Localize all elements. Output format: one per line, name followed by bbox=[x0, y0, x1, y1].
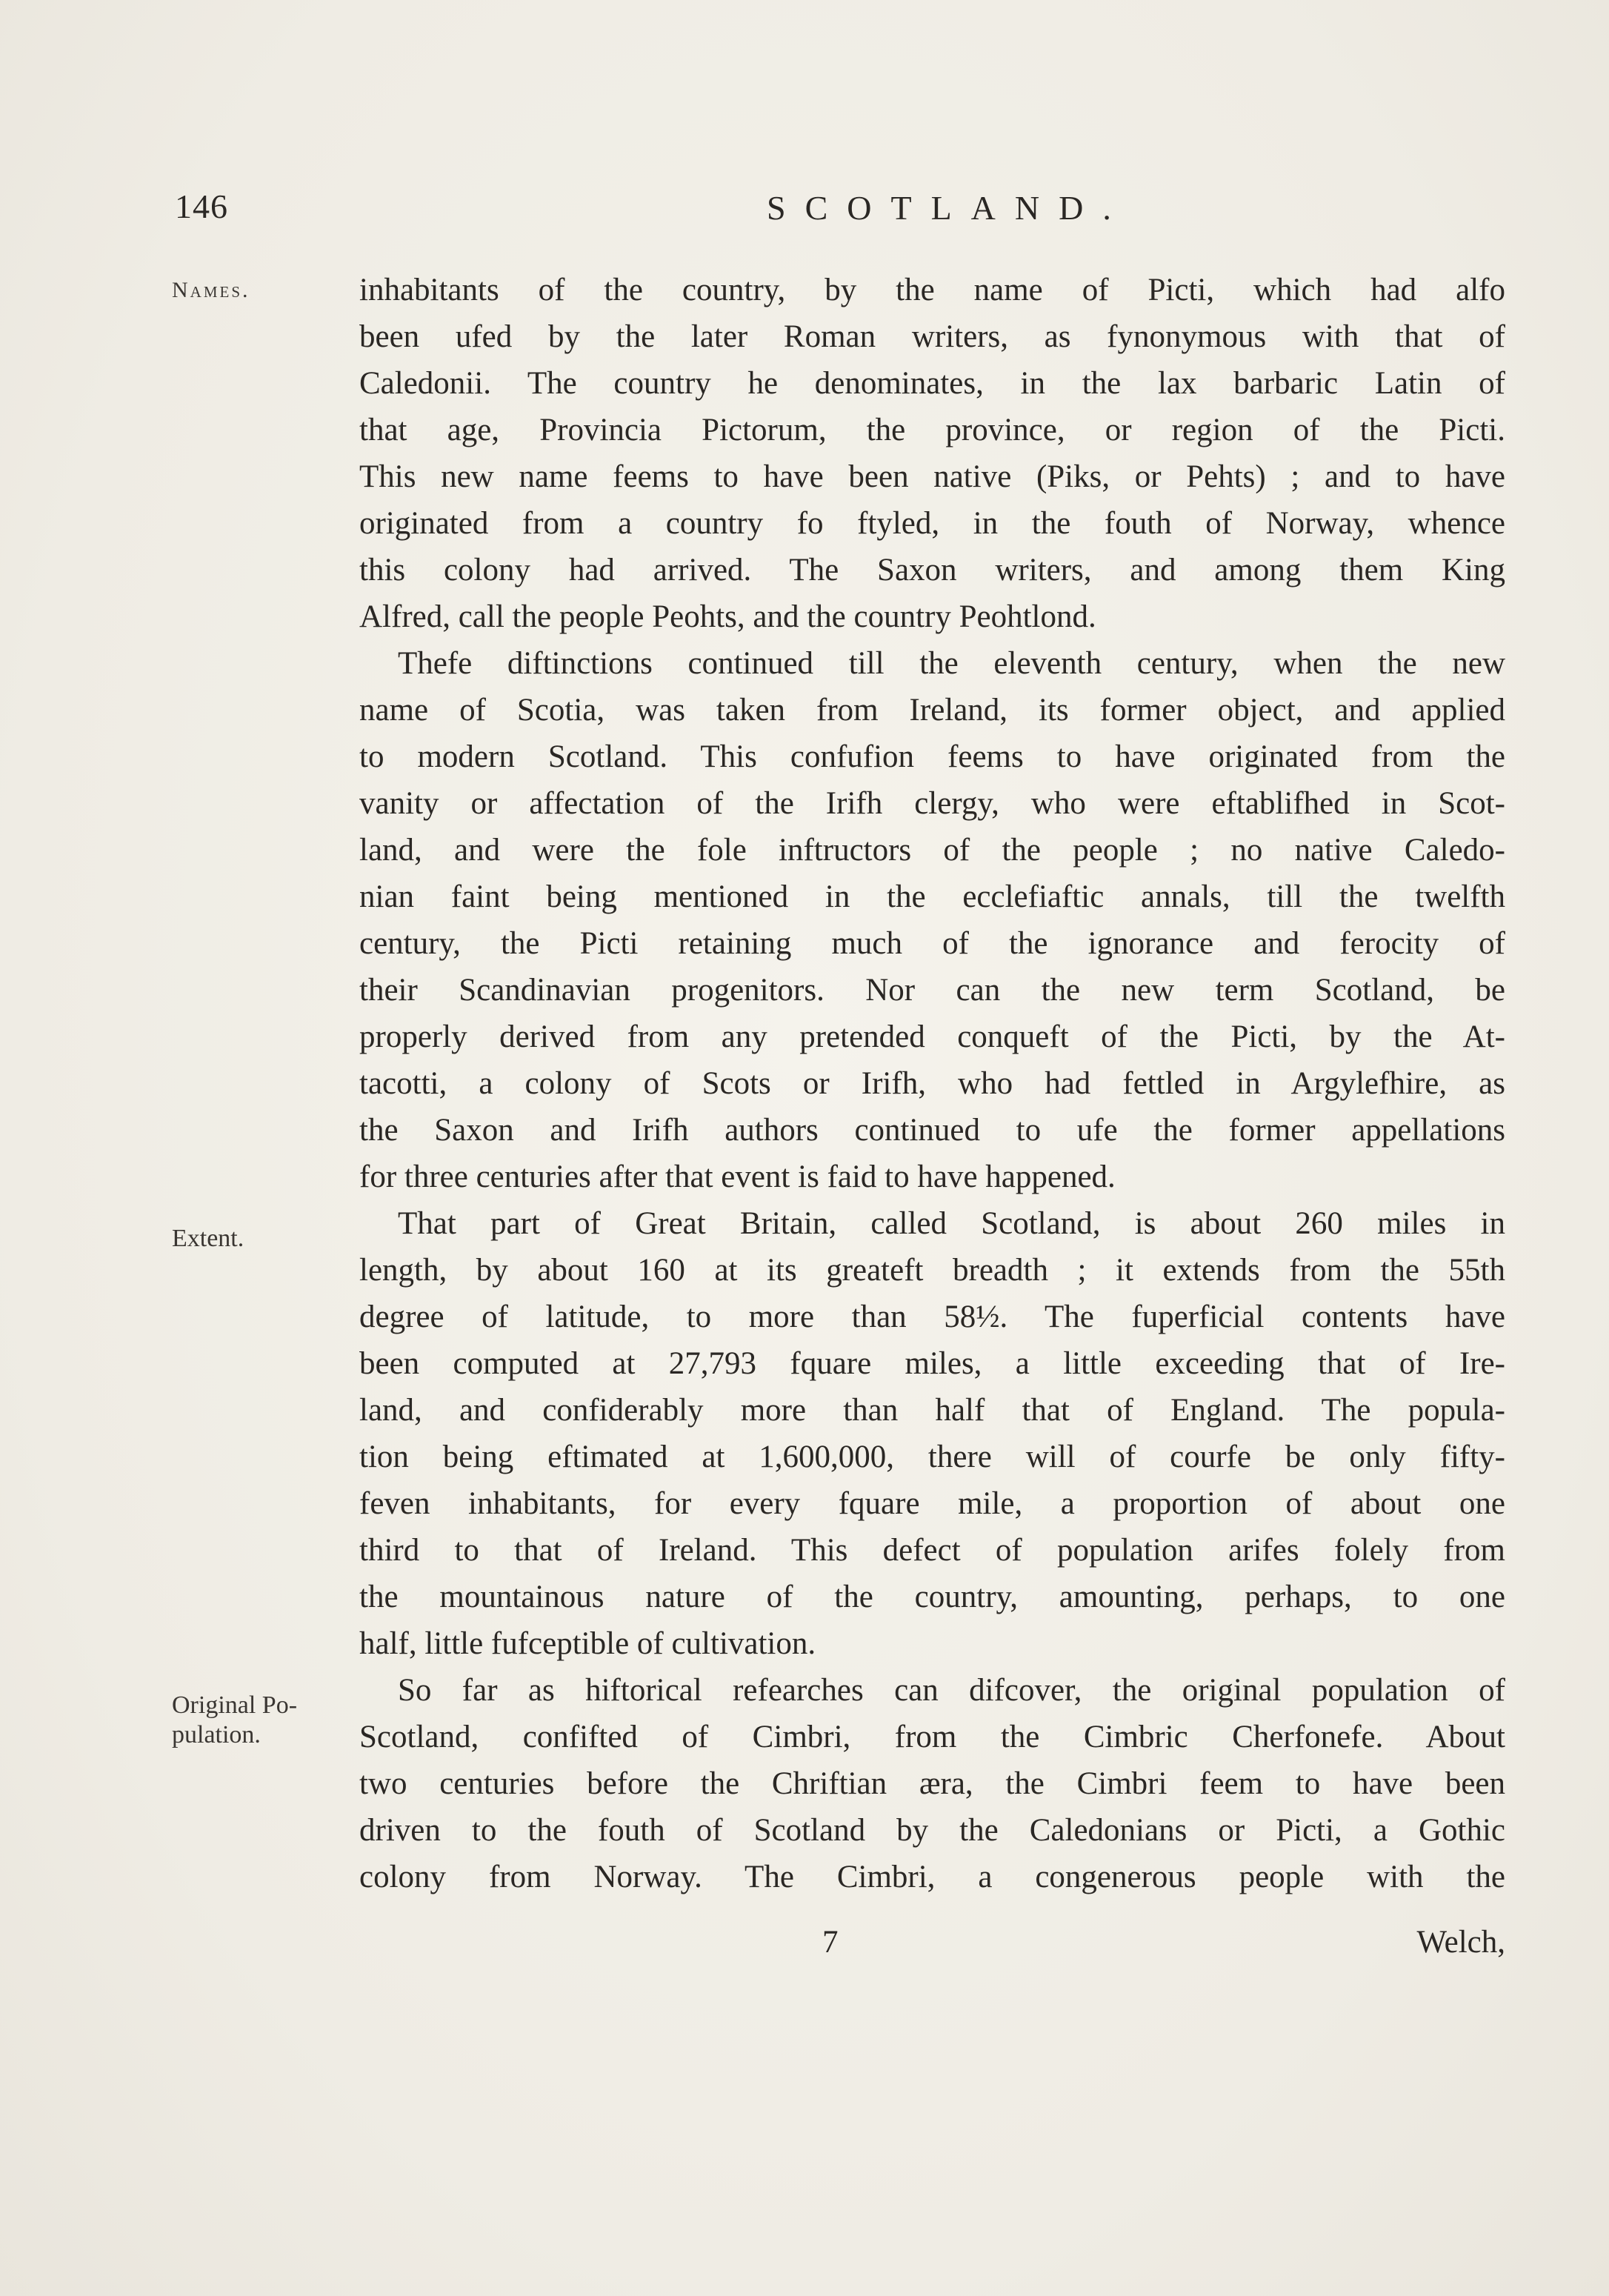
text-line: Alfred, call the people Peohts, and the country Peohtlond. bbox=[359, 599, 1096, 634]
text-line: that age, Provincia Pictorum, the province, or region of the Picti. bbox=[359, 413, 1505, 447]
text-line: originated from a country fo ftyled, in the fouth of Norway, whence bbox=[359, 506, 1505, 541]
text-line: land, and confiderably more than half that of England. The popula- bbox=[359, 1393, 1505, 1428]
text-line: two centuries before the Chriftian æra, the Cimbri feem to have been bbox=[359, 1766, 1505, 1801]
text-line: century, the Picti retaining much of the ignorance and ferocity of bbox=[359, 926, 1505, 961]
text-line: Thefe diftinctions continued till the eleventh century, when the new bbox=[398, 646, 1505, 681]
running-title: SCOTLAND. bbox=[767, 189, 1130, 227]
text-line: feven inhabitants, for every fquare mile, a proportion of about one bbox=[359, 1486, 1505, 1521]
text-line: been ufed by the later Roman writers, as fynonymous with that of bbox=[359, 319, 1505, 354]
margin-note-original-population bbox=[172, 1691, 342, 1750]
text-line: That part of Great Britain, called Scotland, is about 260 miles in bbox=[398, 1206, 1505, 1241]
text-line: land, and were the fole inftructors of the people ; no native Caledo- bbox=[359, 833, 1505, 868]
text-line: name of Scotia, was taken from Ireland, its former object, and applied bbox=[359, 693, 1505, 728]
text-line: tion being eftimated at 1,600,000, there will of courfe be only fifty- bbox=[359, 1440, 1505, 1474]
text-line: tacotti, a colony of Scots or Irifh, who had fettled in Argylefhire, as bbox=[359, 1066, 1505, 1101]
text-line: Caledonii. The country he denominates, in the lax barbaric Latin of bbox=[359, 366, 1505, 401]
text-line: properly derived from any pretended conqueft of the Picti, by the At- bbox=[359, 1019, 1505, 1054]
text-line: been computed at 27,793 fquare miles, a little exceeding that of Ire- bbox=[359, 1346, 1505, 1381]
margin-note-line: pulation. bbox=[172, 1721, 261, 1748]
signature-mark: 7 bbox=[822, 1925, 839, 1960]
text-line: Scotland, confifted of Cimbri, from the Cimbric Cherfonefe. About bbox=[359, 1720, 1505, 1754]
margin-note-extent: Extent. bbox=[172, 1225, 244, 1252]
catchword: Welch, bbox=[1416, 1925, 1505, 1960]
page-number: 146 bbox=[175, 187, 228, 225]
text-line: half, little fufceptible of cultivation. bbox=[359, 1626, 816, 1661]
text-line: So far as hiftorical refearches can difcover, the original population of bbox=[398, 1673, 1505, 1708]
text-line: the mountainous nature of the country, amounting, perhaps, to one bbox=[359, 1580, 1505, 1614]
text-line: to modern Scotland. This confufion feems to have originated from the bbox=[359, 739, 1505, 774]
text-line: degree of latitude, to more than 58½. The fuperficial contents have bbox=[359, 1300, 1505, 1334]
text-line: this colony had arrived. The Saxon writers, and among them King bbox=[359, 553, 1505, 588]
text-line: for three centuries after that event is faid to have happened. bbox=[359, 1159, 1116, 1194]
text-line: third to that of Ireland. This defect of population arifes folely from bbox=[359, 1533, 1505, 1568]
margin-note-names: Names. bbox=[172, 278, 250, 302]
text-line: inhabitants of the country, by the name of Picti, which had alfo bbox=[359, 273, 1505, 307]
page-footer bbox=[359, 1919, 1505, 1966]
body-text bbox=[359, 267, 1505, 1900]
text-line: colony from Norway. The Cimbri, a congenerous people with the bbox=[359, 1860, 1505, 1894]
text-line: vanity or affectation of the Irifh clergy, who were eftablifhed in Scot- bbox=[359, 786, 1505, 821]
text-line: driven to the fouth of Scotland by the Caledonians or Picti, a Gothic bbox=[359, 1813, 1505, 1848]
text-line: This new name feems to have been native (Piks, or Pehts) ; and to have bbox=[359, 459, 1505, 494]
text-line: length, by about 160 at its greateft breadth ; it extends from the 55th bbox=[359, 1253, 1505, 1288]
margin-note-line: Original Po- bbox=[172, 1691, 298, 1719]
text-line: nian faint being mentioned in the ecclefiaftic annals, till the twelfth bbox=[359, 879, 1505, 914]
text-line: their Scandinavian progenitors. Nor can the new term Scotland, be bbox=[359, 973, 1505, 1008]
text-line: the Saxon and Irifh authors continued to ufe the former appellations bbox=[359, 1113, 1505, 1148]
